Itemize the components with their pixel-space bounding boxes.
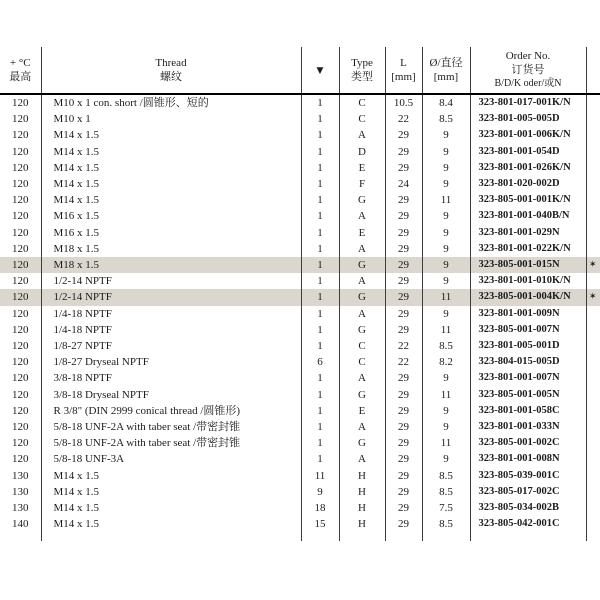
star-marker-cell <box>586 111 600 127</box>
length-cell: 29 <box>385 419 422 435</box>
order-no-cell: 323-805-001-002C <box>470 435 586 451</box>
length-cell: 29 <box>385 322 422 338</box>
star-marker-cell <box>586 354 600 370</box>
max-temp-cell: 130 <box>12 469 29 482</box>
header-thread-zh: 螺纹 <box>160 71 182 83</box>
order-no-cell: 323-801-001-010K/N <box>470 273 586 289</box>
header-star-column <box>586 47 600 94</box>
length-cell: 29 <box>385 451 422 467</box>
tail-ruling-row <box>0 532 600 541</box>
length-cell: 29 <box>385 127 422 143</box>
diameter-cell: 8.5 <box>422 468 470 484</box>
star-marker-cell <box>586 192 600 208</box>
thread-cell: M14 x 1.5 <box>41 192 301 208</box>
table-row <box>0 468 600 484</box>
table-row <box>0 208 600 224</box>
star-marker-cell <box>586 273 600 289</box>
length-cell: 22 <box>385 111 422 127</box>
length-cell: 10.5 <box>385 94 422 111</box>
quantity-cell: 1 <box>301 257 339 273</box>
quantity-cell: 1 <box>301 403 339 419</box>
length-cell: 22 <box>385 338 422 354</box>
quantity-cell: 1 <box>301 387 339 403</box>
order-no-cell: 323-801-001-007N <box>470 370 586 386</box>
star-marker-cell: ✶ <box>586 289 600 305</box>
header-diameter <box>422 47 470 94</box>
type-cell: G <box>339 192 385 208</box>
diameter-cell: 9 <box>422 451 470 467</box>
order-no-cell: 323-801-005-001D <box>470 338 586 354</box>
thread-cell: 1/4-18 NPTF <box>41 322 301 338</box>
star-marker-cell <box>586 306 600 322</box>
thread-cell: M14 x 1.5 <box>41 484 301 500</box>
thread-cell: M14 x 1.5 <box>41 468 301 484</box>
header-max-temp-zh: 最高 <box>9 71 32 83</box>
diameter-cell: 9 <box>422 241 470 257</box>
max-temp-cell: 120 <box>12 340 29 353</box>
length-cell: 29 <box>385 160 422 176</box>
quantity-cell: 9 <box>301 484 339 500</box>
diameter-cell: 9 <box>422 176 470 192</box>
max-temp-cell: 120 <box>12 242 29 255</box>
triangle-down-icon: ▼ <box>316 65 324 76</box>
diameter-cell: 9 <box>422 144 470 160</box>
table-tail-ruling <box>0 532 600 541</box>
type-cell: C <box>339 338 385 354</box>
header-length-label: L <box>400 57 407 69</box>
length-cell: 29 <box>385 289 422 305</box>
type-cell: C <box>339 111 385 127</box>
type-cell: G <box>339 322 385 338</box>
star-marker-cell <box>586 387 600 403</box>
type-cell: H <box>339 484 385 500</box>
table-row <box>0 127 600 143</box>
star-marker-cell <box>586 338 600 354</box>
table-row <box>0 241 600 257</box>
type-cell: G <box>339 289 385 305</box>
thread-cell: M10 x 1 con. short /圆锥形、短的 <box>41 94 301 111</box>
table-row <box>0 225 600 241</box>
quantity-cell: 1 <box>301 273 339 289</box>
table-row <box>0 435 600 451</box>
star-marker-cell <box>586 484 600 500</box>
max-temp-cell: 120 <box>12 437 29 450</box>
diameter-cell: 8.5 <box>422 484 470 500</box>
table-row <box>0 257 600 273</box>
table-row <box>0 516 600 532</box>
type-cell: A <box>339 306 385 322</box>
star-marker-cell <box>586 144 600 160</box>
max-temp-cell: 120 <box>12 226 29 239</box>
thread-cell: M14 x 1.5 <box>41 160 301 176</box>
quantity-cell: 1 <box>301 192 339 208</box>
max-temp-cell: 120 <box>12 161 29 174</box>
star-marker-cell <box>586 225 600 241</box>
star-marker-cell <box>586 208 600 224</box>
order-no-cell: 323-801-001-026K/N <box>470 160 586 176</box>
header-quantity <box>301 47 339 94</box>
thread-cell: 3/8-18 Dryseal NPTF <box>41 387 301 403</box>
diameter-cell: 9 <box>422 160 470 176</box>
length-cell: 29 <box>385 257 422 273</box>
type-cell: G <box>339 257 385 273</box>
max-temp-cell: 120 <box>12 388 29 401</box>
quantity-cell: 1 <box>301 160 339 176</box>
table-header <box>0 47 600 94</box>
length-cell: 29 <box>385 516 422 532</box>
order-no-cell: 323-805-039-001C <box>470 468 586 484</box>
diameter-cell: 9 <box>422 208 470 224</box>
thread-cell: M10 x 1 <box>41 111 301 127</box>
max-temp-cell: 120 <box>12 97 29 109</box>
order-no-cell: 323-801-001-008N <box>470 451 586 467</box>
order-no-cell: 323-805-034-002B <box>470 500 586 516</box>
length-cell: 29 <box>385 468 422 484</box>
thread-cell: 1/4-18 NPTF <box>41 306 301 322</box>
quantity-cell: 1 <box>301 144 339 160</box>
quantity-cell: 1 <box>301 289 339 305</box>
order-no-cell: 323-805-001-015N <box>470 257 586 273</box>
table-body <box>0 94 600 532</box>
length-cell: 29 <box>385 306 422 322</box>
header-max-temp-en: + °C <box>9 57 31 69</box>
star-marker-cell <box>586 176 600 192</box>
header-thread-en: Thread <box>155 57 187 69</box>
length-cell: 29 <box>385 370 422 386</box>
table-row <box>0 322 600 338</box>
type-cell: H <box>339 500 385 516</box>
quantity-cell: 1 <box>301 338 339 354</box>
quantity-cell: 6 <box>301 354 339 370</box>
thread-cell: M14 x 1.5 <box>41 127 301 143</box>
thread-cell: M14 x 1.5 <box>41 516 301 532</box>
header-type-zh: 类型 <box>351 71 373 83</box>
table-row <box>0 484 600 500</box>
star-marker-cell <box>586 127 600 143</box>
type-cell: E <box>339 225 385 241</box>
order-no-cell: 323-805-001-004K/N <box>470 289 586 305</box>
quantity-cell: 1 <box>301 241 339 257</box>
table-row <box>0 419 600 435</box>
diameter-cell: 11 <box>422 192 470 208</box>
type-cell: H <box>339 468 385 484</box>
type-cell: E <box>339 160 385 176</box>
diameter-cell: 8.5 <box>422 338 470 354</box>
type-cell: H <box>339 516 385 532</box>
length-cell: 29 <box>385 241 422 257</box>
table-row <box>0 500 600 516</box>
type-cell: C <box>339 354 385 370</box>
type-cell: A <box>339 419 385 435</box>
diameter-cell: 9 <box>422 370 470 386</box>
type-cell: F <box>339 176 385 192</box>
quantity-cell: 1 <box>301 127 339 143</box>
max-temp-cell: 120 <box>12 194 29 207</box>
table-row <box>0 160 600 176</box>
order-no-cell: 323-801-001-022K/N <box>470 241 586 257</box>
order-no-cell: 323-801-001-058C <box>470 403 586 419</box>
table-row <box>0 403 600 419</box>
order-no-cell: 323-801-001-006K/N <box>470 127 586 143</box>
table-row <box>0 176 600 192</box>
diameter-cell: 11 <box>422 289 470 305</box>
thread-cell: M14 x 1.5 <box>41 176 301 192</box>
type-cell: G <box>339 387 385 403</box>
type-cell: A <box>339 127 385 143</box>
quantity-cell: 1 <box>301 322 339 338</box>
table-row <box>0 144 600 160</box>
type-cell: C <box>339 94 385 111</box>
max-temp-cell: 120 <box>0 257 41 273</box>
quantity-cell: 11 <box>301 468 339 484</box>
diameter-cell: 9 <box>422 127 470 143</box>
diameter-cell: 8.5 <box>422 111 470 127</box>
thread-cell: R 3/8" (DIN 2999 conical thread /圆锥形) <box>41 403 301 419</box>
length-cell: 29 <box>385 273 422 289</box>
max-temp-cell: 120 <box>12 453 29 466</box>
length-cell: 24 <box>385 176 422 192</box>
max-temp-cell: 120 <box>12 404 29 417</box>
table-row <box>0 94 600 111</box>
thread-cell: M14 x 1.5 <box>41 500 301 516</box>
star-marker-cell <box>586 419 600 435</box>
header-diameter-label: Ø/直径 <box>429 57 463 69</box>
diameter-cell: 8.5 <box>422 516 470 532</box>
thread-cell: 1/8-27 NPTF <box>41 338 301 354</box>
order-no-cell: 323-801-001-054D <box>470 144 586 160</box>
order-no-cell: 323-805-001-005N <box>470 387 586 403</box>
max-temp-cell: 120 <box>12 307 29 320</box>
quantity-cell: 1 <box>301 306 339 322</box>
diameter-cell: 9 <box>422 273 470 289</box>
order-no-cell: 323-801-005-005D <box>470 111 586 127</box>
header-length <box>385 47 422 94</box>
header-type <box>339 47 385 94</box>
diameter-cell: 9 <box>422 257 470 273</box>
quantity-cell: 1 <box>301 225 339 241</box>
length-cell: 29 <box>385 225 422 241</box>
quantity-cell: 1 <box>301 435 339 451</box>
thread-cell: M14 x 1.5 <box>41 144 301 160</box>
thread-cell: M16 x 1.5 <box>41 208 301 224</box>
length-cell: 29 <box>385 208 422 224</box>
diameter-cell: 9 <box>422 403 470 419</box>
length-cell: 29 <box>385 387 422 403</box>
type-cell: A <box>339 451 385 467</box>
thread-cell: 5/8-18 UNF-3A <box>41 451 301 467</box>
table-row <box>0 370 600 386</box>
max-temp-cell: 130 <box>12 502 29 515</box>
thread-cell: M18 x 1.5 <box>41 241 301 257</box>
thread-cell: 1/2-14 NPTF <box>41 289 301 305</box>
header-max-temp <box>0 47 41 94</box>
length-cell: 29 <box>385 192 422 208</box>
star-marker-cell <box>586 435 600 451</box>
type-cell: A <box>339 241 385 257</box>
table-row <box>0 338 600 354</box>
type-cell: A <box>339 273 385 289</box>
header-type-en: Type <box>351 57 373 69</box>
table-row <box>0 192 600 208</box>
max-temp-cell: 120 <box>12 323 29 336</box>
star-marker-cell <box>586 516 600 532</box>
header-order-no <box>470 47 586 94</box>
order-no-cell: 323-804-015-005D <box>470 354 586 370</box>
order-no-cell: 323-801-001-040B/N <box>470 208 586 224</box>
length-cell: 29 <box>385 435 422 451</box>
max-temp-cell: 120 <box>12 129 29 142</box>
star-marker-cell <box>586 451 600 467</box>
order-no-cell: 323-805-001-001K/N <box>470 192 586 208</box>
order-no-cell: 323-801-001-033N <box>470 419 586 435</box>
thread-cell: 5/8-18 UNF-2A with taber seat /带密封锥 <box>41 435 301 451</box>
order-no-cell: 323-801-001-009N <box>470 306 586 322</box>
thread-cell: 3/8-18 NPTF <box>41 370 301 386</box>
order-no-cell: 323-805-001-007N <box>470 322 586 338</box>
order-no-cell: 323-801-020-002D <box>470 176 586 192</box>
star-marker-cell <box>586 322 600 338</box>
star-marker-cell <box>586 94 600 111</box>
quantity-cell: 1 <box>301 94 339 111</box>
diameter-cell: 9 <box>422 419 470 435</box>
type-cell: A <box>339 370 385 386</box>
order-no-cell: 323-805-017-002C <box>470 484 586 500</box>
header-row <box>0 47 600 94</box>
star-marker-cell <box>586 468 600 484</box>
max-temp-cell: 120 <box>12 356 29 369</box>
type-cell: A <box>339 208 385 224</box>
max-temp-cell: 120 <box>12 372 29 385</box>
star-marker-cell <box>586 500 600 516</box>
max-temp-cell: 120 <box>12 275 29 288</box>
diameter-cell: 9 <box>422 225 470 241</box>
thread-cell: 5/8-18 UNF-2A with taber seat /带密封锥 <box>41 419 301 435</box>
table-row <box>0 451 600 467</box>
thread-cell: M16 x 1.5 <box>41 225 301 241</box>
header-length-unit: [mm] <box>391 71 416 83</box>
diameter-cell: 7.5 <box>422 500 470 516</box>
thread-cell: 1/8-27 Dryseal NPTF <box>41 354 301 370</box>
length-cell: 29 <box>385 500 422 516</box>
max-temp-cell: 120 <box>12 113 29 126</box>
header-order-no-suffix: B/D/K oder/或N <box>494 78 562 89</box>
max-temp-cell: 130 <box>12 485 29 498</box>
diameter-cell: 9 <box>422 306 470 322</box>
type-cell: D <box>339 144 385 160</box>
diameter-cell: 8.2 <box>422 354 470 370</box>
max-temp-cell: 120 <box>12 210 29 223</box>
thread-cell: 1/2-14 NPTF <box>41 273 301 289</box>
diameter-cell: 11 <box>422 387 470 403</box>
quantity-cell: 1 <box>301 208 339 224</box>
star-marker-cell <box>586 241 600 257</box>
thread-specification-table <box>0 47 600 541</box>
quantity-cell: 1 <box>301 176 339 192</box>
length-cell: 22 <box>385 354 422 370</box>
star-marker-cell <box>586 403 600 419</box>
quantity-cell: 18 <box>301 500 339 516</box>
table-row <box>0 289 600 305</box>
quantity-cell: 15 <box>301 516 339 532</box>
max-temp-cell: 120 <box>12 421 29 434</box>
max-temp-cell: 140 <box>12 518 29 531</box>
order-no-cell: 323-801-001-029N <box>470 225 586 241</box>
order-no-cell: 323-805-042-001C <box>470 516 586 532</box>
star-marker-cell <box>586 370 600 386</box>
type-cell: G <box>339 435 385 451</box>
length-cell: 29 <box>385 144 422 160</box>
diameter-cell: 11 <box>422 435 470 451</box>
max-temp-cell: 120 <box>12 145 29 158</box>
max-temp-cell: 120 <box>0 289 41 305</box>
header-order-no-zh: 订货号 <box>511 64 545 76</box>
type-cell: E <box>339 403 385 419</box>
quantity-cell: 1 <box>301 370 339 386</box>
header-thread <box>41 47 301 94</box>
table-row <box>0 273 600 289</box>
star-marker-cell <box>586 160 600 176</box>
thread-cell: M18 x 1.5 <box>41 257 301 273</box>
max-temp-cell: 120 <box>12 178 29 191</box>
table-row <box>0 306 600 322</box>
quantity-cell: 1 <box>301 451 339 467</box>
header-diameter-unit: [mm] <box>433 71 459 83</box>
length-cell: 29 <box>385 403 422 419</box>
header-order-no-en: Order No. <box>505 50 551 62</box>
quantity-cell: 1 <box>301 419 339 435</box>
star-marker-cell: ✶ <box>586 257 600 273</box>
diameter-cell: 11 <box>422 322 470 338</box>
table-row <box>0 111 600 127</box>
length-cell: 29 <box>385 484 422 500</box>
table-row <box>0 354 600 370</box>
order-no-cell: 323-801-017-001K/N <box>470 94 586 111</box>
quantity-cell: 1 <box>301 111 339 127</box>
diameter-cell: 8.4 <box>422 94 470 111</box>
table-row <box>0 387 600 403</box>
